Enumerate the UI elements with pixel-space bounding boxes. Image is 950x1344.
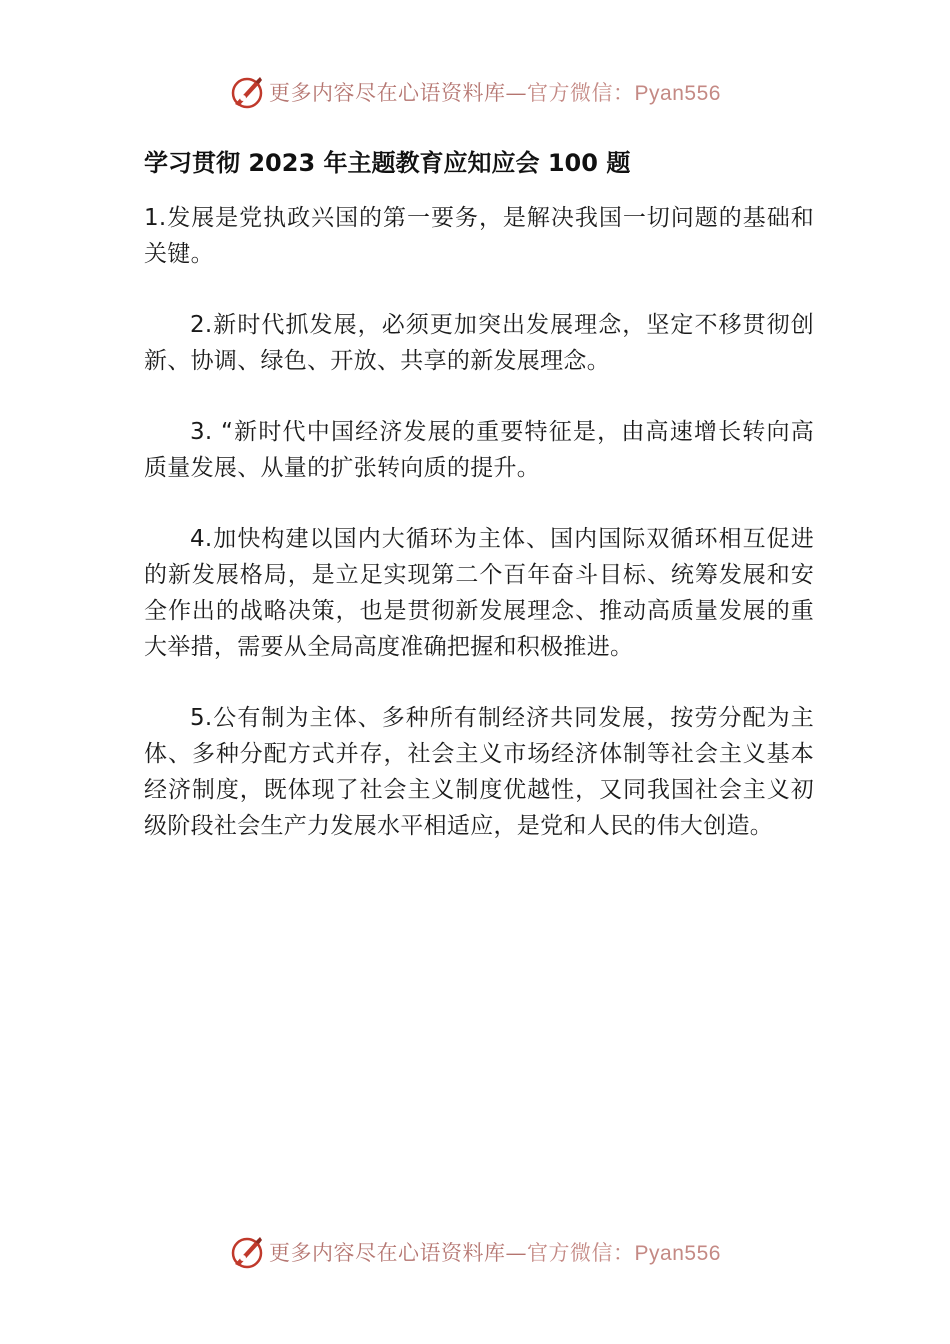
banner-dash: — <box>505 1241 528 1265</box>
list-item: 2.新时代抓发展，必须更加突出发展理念，坚定不移贯彻创新、协调、绿色、开放、共享的新发展理念。 <box>144 312 814 374</box>
pen-circle-logo-icon <box>229 1234 265 1270</box>
banner-text <box>269 1237 721 1267</box>
document-title: 学习贯彻 2023 年主题教育应知应会 100 题 <box>144 149 631 177</box>
banner-wechat-label: 官方微信： <box>527 81 635 105</box>
banner-wechat-label: 官方微信： <box>527 1241 635 1265</box>
banner-wechat-id: Pyan556 <box>634 1242 721 1265</box>
list-item: 3. “新时代中国经济发展的重要特征是，由高速增长转向高质量发展、从量的扩张转向质的提升。 <box>144 419 814 481</box>
list-item: 4.加快构建以国内大循环为主体、国内国际双循环相互促进的新发展格局，是立足实现第二个百年奋斗目标、统筹发展和安全作出的战略决策，也是贯彻新发展理念、推动高质量发展的重大举措，需要从全局高度准确把握和积极推进。 <box>144 526 814 660</box>
list-item: 5.公有制为主体、多种所有制经济共同发展，按劳分配为主体、多种分配方式并存，社会主义市场经济体制等社会主义基本经济制度，既体现了社会主义制度优越性，又同我国社会主义初级阶段社会生产力发展水平相适应，是党和人民的伟大创造。 <box>144 705 814 839</box>
banner-wechat-id: Pyan556 <box>634 82 721 105</box>
banner-main-text: 更多内容尽在心语资料库 <box>269 81 506 105</box>
footer-banner <box>0 1230 950 1274</box>
banner-dash: — <box>505 81 528 105</box>
banner-main-text: 更多内容尽在心语资料库 <box>269 1241 506 1265</box>
pen-circle-logo-icon <box>229 74 265 110</box>
document-body <box>144 200 814 879</box>
list-item: 1.发展是党执政兴国的第一要务，是解决我国一切问题的基础和关键。 <box>144 205 814 267</box>
header-banner <box>0 70 950 114</box>
banner-text <box>269 77 721 107</box>
